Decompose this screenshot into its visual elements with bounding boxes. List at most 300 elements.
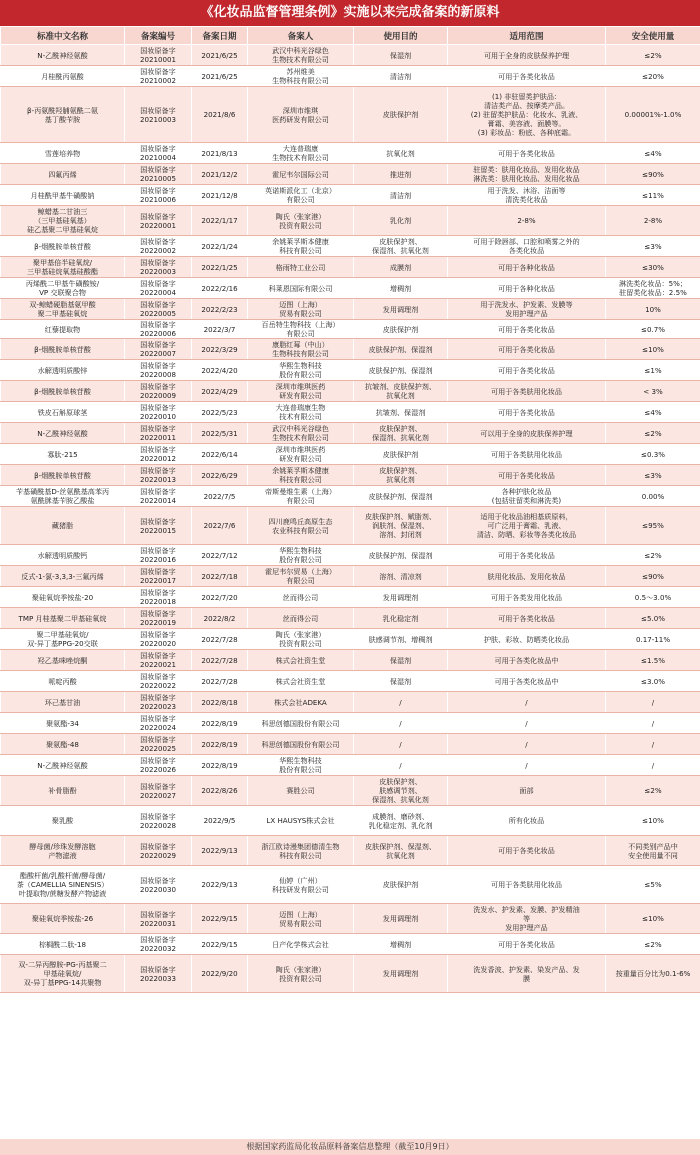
col-scope: 可用于各类化妆品 (448, 339, 606, 360)
col-registrant: 华熙生物科技 股份有限公司 (248, 360, 354, 381)
col-registrant: 株式会社资生堂 (248, 671, 354, 692)
col-purpose: 发用调理剂 (354, 587, 448, 608)
ingredients-table (0, 26, 700, 993)
col-record-date: 2022/9/15 (192, 904, 248, 934)
col-scope: 可用于各类肤用化妆品 (448, 444, 606, 465)
col-record-no: 国妆原备字 20210002 (125, 66, 192, 87)
table-row (1, 755, 700, 776)
col-registrant: 四川鹿鸣丘高原生态 农业科技有限公司 (248, 507, 354, 545)
table-row (1, 185, 700, 206)
col-record-no: 国妆原备字 20220020 (125, 629, 192, 650)
col-scope: 2-8% (448, 206, 606, 236)
col-safe-amount: ≤10% (606, 904, 700, 934)
col-registrant: 康脂红莓（中山） 生物科技有限公司 (248, 339, 354, 360)
col-registrant: LX HAUSYS株式会社 (248, 806, 354, 836)
col-purpose: 清洁剂 (354, 66, 448, 87)
table-row (1, 320, 700, 339)
col-registrant: 丝而得公司 (248, 587, 354, 608)
col-name: 酯酸杆菌/乳酸杆菌/酵母菌/ 茶（CAMELLIA SINENSIS） 叶提取物/蔗糖发酵产物滤液 (1, 866, 125, 904)
col-name: 聚乳酸 (1, 806, 125, 836)
col-name: 聚硅氧烷季铵盐-20 (1, 587, 125, 608)
col-scope: 可用于各类化妆品中 (448, 650, 606, 671)
col-scope: 可用于各类化妆品 (448, 360, 606, 381)
col-purpose: 乳化剂 (354, 206, 448, 236)
col-scope: 用于洗发、沐浴、洁面等 清洗类化妆品 (448, 185, 606, 206)
col-record-date: 2022/8/2 (192, 608, 248, 629)
col-purpose: 皮肤保护剂、保湿剂 (354, 360, 448, 381)
col-safe-amount: 0.00% (606, 486, 700, 507)
table-row (1, 836, 700, 866)
col-name: 铁皮石斛原球茎 (1, 402, 125, 423)
col-scope: 各种护肤化妆品 (包括驻留类和淋洗类) (448, 486, 606, 507)
col-safe-amount: ≤11% (606, 185, 700, 206)
table-row (1, 444, 700, 465)
col-scope: 可用于各类化妆品 (448, 143, 606, 164)
col-purpose: 皮肤保护剂 (354, 320, 448, 339)
col-record-no: 国妆原备字 20210003 (125, 87, 192, 143)
col-registrant: 英诺斯派化工（北京） 有限公司 (248, 185, 354, 206)
col-safe-amount: 0.5～3.0% (606, 587, 700, 608)
col-purpose: 推进剂 (354, 164, 448, 185)
col-record-date: 2022/8/19 (192, 713, 248, 734)
col-safe-amount: 0.17-11% (606, 629, 700, 650)
col-name: 四氟丙烯 (1, 164, 125, 185)
col-record-date: 2022/7/28 (192, 671, 248, 692)
col-record-no: 国妆原备字 20220012 (125, 444, 192, 465)
col-record-no: 国妆原备字 20220013 (125, 465, 192, 486)
col-record-no: 国妆原备字 20220004 (125, 278, 192, 299)
col-safe-amount: / (606, 734, 700, 755)
header-col-registrant: 备案人 (248, 27, 354, 45)
col-record-no: 国妆原备字 20220010 (125, 402, 192, 423)
col-name: 聚二甲基硅氧烷/ 双-异丁基PPG-20交联 (1, 629, 125, 650)
col-record-no: 国妆原备字 20220027 (125, 776, 192, 806)
col-record-date: 2022/4/20 (192, 360, 248, 381)
col-registrant: 苏州维美 生物科技有限公司 (248, 66, 354, 87)
col-record-date: 2022/1/25 (192, 257, 248, 278)
col-record-date: 2022/7/28 (192, 629, 248, 650)
col-safe-amount: 按重量百分比为0.1-6% (606, 955, 700, 993)
col-record-no: 国妆原备字 20220019 (125, 608, 192, 629)
table-row (1, 545, 700, 566)
col-record-date: 2022/2/23 (192, 299, 248, 320)
col-scope: 可用于各类化妆品 (448, 608, 606, 629)
col-scope: 可用于各类发用化妆品 (448, 587, 606, 608)
table-row (1, 66, 700, 87)
table-row (1, 904, 700, 934)
table-row (1, 713, 700, 734)
col-record-date: 2022/3/7 (192, 320, 248, 339)
col-record-date: 2022/8/19 (192, 734, 248, 755)
col-purpose: 皮肤保护剂、 保湿剂、抗氧化剂 (354, 423, 448, 444)
col-scope: 护肤、彩妆、防晒类化妆品 (448, 629, 606, 650)
col-registrant: 深圳市维琪 医药研发有限公司 (248, 87, 354, 143)
col-name: 月桂酰甲基牛磺酸钠 (1, 185, 125, 206)
col-name: β-烟酰胺单核苷酸 (1, 381, 125, 402)
col-purpose: 清洁剂 (354, 185, 448, 206)
col-record-date: 2022/7/18 (192, 566, 248, 587)
table-row (1, 671, 700, 692)
col-name: TMP 月桂基聚二甲基硅氧烷 (1, 608, 125, 629)
table-row (1, 143, 700, 164)
table-row (1, 87, 700, 143)
col-purpose: 肤感调节剂、增稠剂 (354, 629, 448, 650)
col-purpose: 增稠剂 (354, 278, 448, 299)
col-registrant: 陶氏（张家港） 投资有限公司 (248, 206, 354, 236)
col-record-date: 2021/12/2 (192, 164, 248, 185)
col-name: N-乙酰神经氨酸 (1, 755, 125, 776)
col-record-no: 国妆原备字 20220021 (125, 650, 192, 671)
header-col-record-no: 备案编号 (125, 27, 192, 45)
col-registrant: 深圳市维琪医药 研发有限公司 (248, 381, 354, 402)
col-purpose: 增稠剂 (354, 934, 448, 955)
col-registrant: 陶氏（张家港） 投资有限公司 (248, 629, 354, 650)
table-row (1, 566, 700, 587)
table-row (1, 402, 700, 423)
col-name: 鲸蜡基二甘油三 （三甲基硅氧基） 硅乙基聚二甲基硅氧烷 (1, 206, 125, 236)
col-purpose: 皮肤保护剂、 保湿剂、抗氧化剂 (354, 236, 448, 257)
col-purpose: 皮肤保护剂 (354, 866, 448, 904)
col-safe-amount: ≤3.0% (606, 671, 700, 692)
header-col-name: 标准中文名称 (1, 27, 125, 45)
col-name: 聚甲基倍半硅氧烷/ 三甲基硅烷氧基硅酸酯 (1, 257, 125, 278)
col-registrant: 余姚莱孚斯本健康 科技有限公司 (248, 236, 354, 257)
table-row (1, 236, 700, 257)
col-scope: 所有化妆品 (448, 806, 606, 836)
col-safe-amount: ≤30% (606, 257, 700, 278)
col-scope: 可用于各类化妆品 (448, 836, 606, 866)
col-record-date: 2022/6/29 (192, 465, 248, 486)
table-row (1, 629, 700, 650)
col-name: N-乙酰神经氨酸 (1, 423, 125, 444)
col-purpose: 溶剂、清凉剂 (354, 566, 448, 587)
col-record-no: 国妆原备字 20210006 (125, 185, 192, 206)
col-record-date: 2022/5/31 (192, 423, 248, 444)
col-record-date: 2022/6/14 (192, 444, 248, 465)
col-purpose: 发用调理剂 (354, 904, 448, 934)
col-safe-amount: ≤20% (606, 66, 700, 87)
col-purpose: 皮肤保护剂、 肤感调节剂、 保湿剂、抗氧化剂 (354, 776, 448, 806)
col-purpose: 抗皱剂、保湿剂 (354, 402, 448, 423)
col-name: 双-二异丙醇胺-PG-丙基聚二 甲基硅氧烷/ 双-异丁基PPG-14共聚物 (1, 955, 125, 993)
col-name: β-烟酰胺单核苷酸 (1, 236, 125, 257)
col-purpose: 皮肤保护剂、赋脂剂、 润肤剂、保湿剂、 溶剂、封闭剂 (354, 507, 448, 545)
col-name: 水解透明质酸钙 (1, 545, 125, 566)
table-row (1, 278, 700, 299)
page-title: 《化妆品监督管理条例》实施以来完成备案的新原料 (0, 0, 700, 26)
col-record-no: 国妆原备字 20220016 (125, 545, 192, 566)
col-record-no: 国妆原备字 20220001 (125, 206, 192, 236)
col-purpose: / (354, 734, 448, 755)
col-scope: 可用于各类肤用化妆品 (448, 866, 606, 904)
col-safe-amount: 淋洗类化妆品：5%； 驻留类化妆品：2.5% (606, 278, 700, 299)
col-safe-amount: / (606, 692, 700, 713)
col-purpose: / (354, 692, 448, 713)
col-name: 红藜提取物 (1, 320, 125, 339)
col-purpose: 成膜剂、磨砂剂、 乳化稳定剂、乳化剂 (354, 806, 448, 836)
col-name: N-乙酰神经氨酸 (1, 45, 125, 66)
col-scope: 可用于各类化妆品 (448, 320, 606, 339)
col-record-date: 2022/8/26 (192, 776, 248, 806)
col-purpose: 成膜剂 (354, 257, 448, 278)
col-safe-amount: / (606, 713, 700, 734)
col-registrant: 浙江欧诗漫集团德清生物 科技有限公司 (248, 836, 354, 866)
col-scope: (1) 非驻留类护肤品： 清洁类产品、按摩类产品。 (2) 驻留类护肤品：化妆水、乳液、 膏霜、美容液、面膜等。 (3) 彩妆品：粉底、各种底霜。 (448, 87, 606, 143)
col-record-date: 2022/7/20 (192, 587, 248, 608)
col-safe-amount: ≤3% (606, 465, 700, 486)
col-scope: 可用于各类化妆品 (448, 934, 606, 955)
table-row (1, 934, 700, 955)
col-record-date: 2022/7/12 (192, 545, 248, 566)
col-record-no: 国妆原备字 20220014 (125, 486, 192, 507)
col-registrant: 株式会社ADEKA (248, 692, 354, 713)
header-col-scope: 适用范围 (448, 27, 606, 45)
col-purpose: 保湿剂 (354, 650, 448, 671)
col-record-no: 国妆原备字 20210004 (125, 143, 192, 164)
col-registrant: 科思创德国股份有限公司 (248, 713, 354, 734)
header-col-safe-amount: 安全使用量 (606, 27, 700, 45)
col-scope: 可用于各类化妆品 (448, 402, 606, 423)
col-registrant: 华熙生物科技 股份有限公司 (248, 545, 354, 566)
col-registrant: 霍尼韦尔贸易（上海） 有限公司 (248, 566, 354, 587)
col-name: 月桂酰丙氨酸 (1, 66, 125, 87)
col-purpose: 皮肤保护剂 (354, 444, 448, 465)
col-registrant: 赛胜公司 (248, 776, 354, 806)
col-registrant: 余姚莱孚斯本健康 科技有限公司 (248, 465, 354, 486)
col-registrant: 格雨特工业公司 (248, 257, 354, 278)
table-row (1, 465, 700, 486)
col-safe-amount: ≤1% (606, 360, 700, 381)
col-safe-amount: ≤3% (606, 236, 700, 257)
col-safe-amount: ≤1.5% (606, 650, 700, 671)
col-safe-amount: 2-8% (606, 206, 700, 236)
table-row (1, 587, 700, 608)
col-record-date: 2022/8/19 (192, 755, 248, 776)
col-purpose: 抗氧化剂 (354, 143, 448, 164)
col-purpose: 抗皱剂、皮肤保护剂、 抗氧化剂 (354, 381, 448, 402)
table-row (1, 164, 700, 185)
table-row (1, 423, 700, 444)
table-body (1, 45, 700, 993)
col-safe-amount: < 3% (606, 381, 700, 402)
col-name: 补骨脂酚 (1, 776, 125, 806)
table-row (1, 299, 700, 320)
col-scope: 驻留类：肤用化妆品、发用化妆品 淋洗类：肤用化妆品、发用化妆品 (448, 164, 606, 185)
col-safe-amount: 0.00001%-1.0% (606, 87, 700, 143)
table-row (1, 45, 700, 66)
col-scope: 可用于各种化妆品 (448, 278, 606, 299)
col-record-no: 国妆原备字 20220028 (125, 806, 192, 836)
col-registrant: 帝斯曼维生素（上海） 有限公司 (248, 486, 354, 507)
col-scope: 洗发水、护发素、发膜、护发精油 等 发用护理产品 (448, 904, 606, 934)
header-col-purpose: 使用目的 (354, 27, 448, 45)
col-record-date: 2022/1/24 (192, 236, 248, 257)
col-safe-amount: ≤2% (606, 776, 700, 806)
col-record-date: 2021/6/25 (192, 45, 248, 66)
col-scope: 洗发香波、护发素、染发产品、发 膜 (448, 955, 606, 993)
col-record-no: 国妆原备字 20220005 (125, 299, 192, 320)
col-name: 环己基甘油 (1, 692, 125, 713)
col-record-date: 2022/9/15 (192, 934, 248, 955)
col-scope: 可用于各类肤用化妆品 (448, 381, 606, 402)
col-record-date: 2022/4/29 (192, 381, 248, 402)
col-scope: 可用于各类化妆品 (448, 66, 606, 87)
table-row (1, 257, 700, 278)
col-record-no: 国妆原备字 20220029 (125, 836, 192, 866)
col-name: 反式-1-氯-3,3,3-三氟丙烯 (1, 566, 125, 587)
col-safe-amount: ≤95% (606, 507, 700, 545)
col-registrant: 霍尼韦尔国际公司 (248, 164, 354, 185)
col-scope: 可用于除唇部、口腔和喷雾之外的 各类化妆品 (448, 236, 606, 257)
col-record-no: 国妆原备字 20220030 (125, 866, 192, 904)
col-record-no: 国妆原备字 20220025 (125, 734, 192, 755)
col-purpose: 皮肤保护剂 (354, 87, 448, 143)
table-row (1, 692, 700, 713)
col-record-date: 2022/7/5 (192, 486, 248, 507)
col-purpose: 乳化稳定剂 (354, 608, 448, 629)
col-name: 聚氨酯-34 (1, 713, 125, 734)
col-registrant: 株式会社资生堂 (248, 650, 354, 671)
col-name: 丙烯酰二甲基牛磺酸铵/ VP 交联聚合物 (1, 278, 125, 299)
col-scope: 可用于各类化妆品中 (448, 671, 606, 692)
col-name: 雪莲培养物 (1, 143, 125, 164)
col-record-date: 2022/7/28 (192, 650, 248, 671)
col-record-no: 国妆原备字 20220026 (125, 755, 192, 776)
col-record-no: 国妆原备字 20220008 (125, 360, 192, 381)
col-registrant: 华熙生物科技 股份有限公司 (248, 755, 354, 776)
table-row (1, 776, 700, 806)
col-safe-amount: ≤90% (606, 566, 700, 587)
col-record-date: 2021/8/6 (192, 87, 248, 143)
col-safe-amount: / (606, 755, 700, 776)
col-scope: 可用于全身的皮肤保养护理 (448, 45, 606, 66)
col-purpose: / (354, 755, 448, 776)
col-record-no: 国妆原备字 20220032 (125, 934, 192, 955)
col-purpose: 发用调理剂 (354, 955, 448, 993)
col-safe-amount: ≤2% (606, 423, 700, 444)
col-record-date: 2021/6/25 (192, 66, 248, 87)
table-row (1, 806, 700, 836)
col-safe-amount: 10% (606, 299, 700, 320)
col-safe-amount: ≤2% (606, 45, 700, 66)
col-name: 聚氨酯-48 (1, 734, 125, 755)
col-record-date: 2021/8/13 (192, 143, 248, 164)
col-safe-amount: ≤0.3% (606, 444, 700, 465)
col-record-no: 国妆原备字 20220011 (125, 423, 192, 444)
table-row (1, 955, 700, 993)
table-row (1, 206, 700, 236)
col-record-date: 2022/5/23 (192, 402, 248, 423)
col-scope: 面部 (448, 776, 606, 806)
col-purpose: 保湿剂 (354, 671, 448, 692)
col-registrant: 武汉中科光谷绿色 生物技术有限公司 (248, 45, 354, 66)
col-scope: / (448, 713, 606, 734)
col-name: β-丙氨酰羟脯氨酰二氨 基丁酸苄胺 (1, 87, 125, 143)
col-registrant: 百岳特生物科技（上海） 有限公司 (248, 320, 354, 339)
col-record-no: 国妆原备字 20220015 (125, 507, 192, 545)
col-record-no: 国妆原备字 20220017 (125, 566, 192, 587)
col-registrant: 科思创德国股份有限公司 (248, 734, 354, 755)
table-header-row (1, 27, 700, 45)
col-registrant: 日产化学株式会社 (248, 934, 354, 955)
col-scope: / (448, 734, 606, 755)
col-name: 藏猪脂 (1, 507, 125, 545)
col-registrant: 丝而得公司 (248, 608, 354, 629)
col-name: 寡肽-215 (1, 444, 125, 465)
col-record-no: 国妆原备字 20220009 (125, 381, 192, 402)
col-record-no: 国妆原备字 20220018 (125, 587, 192, 608)
col-name: β-烟酰胺单核苷酸 (1, 339, 125, 360)
col-registrant: 科莱恩国际有限公司 (248, 278, 354, 299)
table-row (1, 507, 700, 545)
col-registrant: 武汉中科光谷绿色 生物技术有限公司 (248, 423, 354, 444)
col-purpose: 皮肤保护剂、保湿剂 (354, 486, 448, 507)
col-scope: 可用于各类化妆品 (448, 465, 606, 486)
col-record-no: 国妆原备字 20220007 (125, 339, 192, 360)
header-col-record-date: 备案日期 (192, 27, 248, 45)
col-safe-amount: ≤4% (606, 402, 700, 423)
col-purpose: 皮肤保护剂、保湿剂、 抗氧化剂 (354, 836, 448, 866)
col-scope: 肤用化妆品、发用化妆品 (448, 566, 606, 587)
col-purpose: 皮肤保护剂、保湿剂 (354, 545, 448, 566)
col-scope: 可用于各类化妆品 (448, 545, 606, 566)
col-registrant: 深圳市维琪医药 研发有限公司 (248, 444, 354, 465)
col-record-no: 国妆原备字 20220023 (125, 692, 192, 713)
col-record-no: 国妆原备字 20220003 (125, 257, 192, 278)
col-safe-amount: ≤2% (606, 934, 700, 955)
table-row (1, 339, 700, 360)
col-record-date: 2022/9/13 (192, 866, 248, 904)
col-record-no: 国妆原备字 20210005 (125, 164, 192, 185)
col-safe-amount: ≤10% (606, 806, 700, 836)
col-scope: / (448, 692, 606, 713)
col-scope: 可以用于全身的皮肤保养护理 (448, 423, 606, 444)
col-scope: 适用于化妆品油相基质原料， 可广泛用于膏霜、乳液、 清洁、防晒、彩妆等各类化妆品 (448, 507, 606, 545)
col-registrant: 仙婷（广州） 科技研发有限公司 (248, 866, 354, 904)
col-safe-amount: ≤5.0% (606, 608, 700, 629)
col-record-date: 2022/2/16 (192, 278, 248, 299)
col-scope: / (448, 755, 606, 776)
col-record-date: 2022/9/20 (192, 955, 248, 993)
col-record-no: 国妆原备字 20220033 (125, 955, 192, 993)
col-name: 苄基磺酰基D-丝氨酰基高苯丙 氨酰脒基苄胺乙酸盐 (1, 486, 125, 507)
col-safe-amount: ≤2% (606, 545, 700, 566)
col-registrant: 迈图（上海） 贸易有限公司 (248, 904, 354, 934)
col-scope: 用于洗发水、护发素、发膜等 发用护理产品 (448, 299, 606, 320)
table-row (1, 866, 700, 904)
table-row (1, 650, 700, 671)
col-purpose: 保湿剂 (354, 45, 448, 66)
col-record-no: 国妆原备字 20220022 (125, 671, 192, 692)
col-name: 哌啶丙酸 (1, 671, 125, 692)
table-row (1, 360, 700, 381)
col-record-date: 2022/1/17 (192, 206, 248, 236)
col-name: 水解透明质酸锌 (1, 360, 125, 381)
col-safe-amount: ≤5% (606, 866, 700, 904)
col-record-date: 2022/9/5 (192, 806, 248, 836)
col-record-date: 2022/3/29 (192, 339, 248, 360)
col-registrant: 大连普瑞康 生物技术有限公司 (248, 143, 354, 164)
table-row (1, 486, 700, 507)
col-name: 棕榈酰二肽-18 (1, 934, 125, 955)
col-safe-amount: ≤10% (606, 339, 700, 360)
col-name: 酵母菌/珍珠发酵溶胞 产物滤液 (1, 836, 125, 866)
table-row (1, 608, 700, 629)
col-safe-amount: 不同类别产品中 安全使用量不同 (606, 836, 700, 866)
col-record-date: 2022/8/18 (192, 692, 248, 713)
col-registrant: 陶氏（张家港） 投资有限公司 (248, 955, 354, 993)
table-row (1, 734, 700, 755)
